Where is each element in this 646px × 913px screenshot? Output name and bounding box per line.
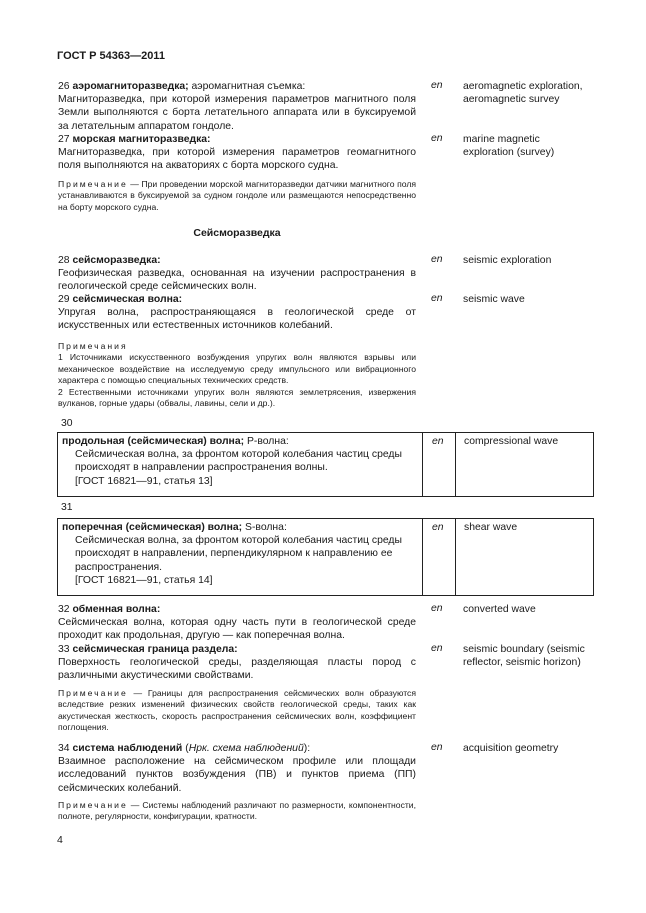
term-number: 33 [58,644,70,655]
term-reference: [ГОСТ 16821—91, статья 14] [75,574,213,586]
term-number: 29 [58,294,70,305]
lang-code: en [431,643,443,654]
english-equivalent: aeromagnetic exploration, aeromagnetic survey [463,81,583,106]
term-definition: Магниторазведка, при которой измерения параметров геомагнитного поля выполняются на акваториях с борта морского судна. [58,147,416,172]
note-label: Примечание [58,688,128,698]
english-equivalent: seismic wave [463,294,525,305]
note-label: Примечание [58,800,128,810]
lang-code: en [431,133,443,144]
term-synonym: Нрк. схема наблюдений [188,743,304,754]
lang-code: en [431,603,443,614]
english-equivalent: compressional wave [464,436,559,447]
lang-code: en [431,254,443,265]
term-number: 27 [58,134,70,145]
lang-code: en [432,522,444,533]
lang-code: en [432,436,444,447]
lang-code: en [431,293,443,304]
term-definition: Сейсмическая волна, которая одну часть пути в геологической среде проходит как продольная, другую — как поперечная волна. [58,617,416,642]
term-definition: Сейсмическая волна, за фронтом которой колебания частиц среды происходят в направлении, перпендикулярном к направлению ее распространения. [75,535,402,573]
note-label: Примечание [58,179,128,189]
english-equivalent: seismic boundary (seismic reflector, seismic horizon) [463,644,585,669]
term-number: 26 [58,81,70,92]
term-synonym: P-волна: [244,436,289,447]
note-33 [58,688,416,734]
term-name: поперечная (сейсмическая) волна; [62,522,243,533]
english-equivalent: seismic exploration [463,255,552,266]
term-name: сейсмическая граница раздела: [72,644,238,655]
term-number: 32 [58,604,70,615]
lang-code: en [431,80,443,91]
note-item: 2 Естественными источниками упругих волн являются землетрясения, извержения вулканов, горные удары (обвалы, лавины, сели и др.). [58,386,416,409]
note-item: 1 Источниками искусственного возбуждения упругих волн являются взрывы или механическое воздействие на исследуемую среду импульсного или вибрационного характера с помощью специальных технических средств. [58,352,416,386]
term-definition: Упругая волна, распространяющаяся в геологической среде от искусственных или естественных источников колебаний. [58,307,416,332]
term-name: обменная волна: [72,604,161,615]
term-26 [58,80,416,133]
term-34: 34 система наблюдений (Нрк. схема наблюдений): Взаимное расположение на сейсмическом профиле или площади исследований пунктов возбуждения (ПВ) и пунктов приема (ПП) сейсмических колебаний. [58,743,416,794]
term-number: 28 [58,255,70,266]
term-synonym: S-волна: [242,522,287,533]
term-number: 34 [58,743,70,754]
page-number: 4 [57,834,63,846]
term-name: сейсмическая волна: [72,294,183,305]
term-definition: Сейсмическая волна, за фронтом которой колебания частиц среды происходят в направлении распространения волны. [75,449,402,474]
term-definition: Геофизическая разведка, основанная на изучении распространения в геологической среде сейсмических волн. [58,268,416,293]
lang-code: en [431,742,443,753]
note-label: Примечания [58,341,128,351]
section-heading: Сейсморазведка [193,227,281,239]
note-34 [58,800,416,823]
term-synonym: аэромагнитная съемка: [188,81,306,92]
english-equivalent: acquisition geometry [463,743,559,754]
note-text: — Системы наблюдений различают по размерности, компонентности, полноте, регулярности, конфигурации, кратности. [58,800,416,822]
term-number: 30 [61,418,73,429]
note-27 [58,179,416,213]
document-header: ГОСТ Р 54363—2011 [57,50,165,62]
term-name: аэромагниторазведка; [72,81,189,92]
term-name: система наблюдений [72,743,183,754]
term-box-30 [57,432,594,497]
term-29 [58,293,416,333]
term-name: морская магниторазведка: [72,134,211,145]
term-33 [58,643,416,683]
term-reference: [ГОСТ 16821—91, статья 13] [75,475,213,487]
note-text: — Границы для распространения сейсмических волн образуются вследствие резких изменений физических свойств геологической среды, таких как акустическая жесткость, скорость распространения сейсмических волн, коэффициент поглощения. [58,688,416,733]
english-equivalent: marine magnetic exploration (survey) [463,134,555,159]
term-number: 31 [61,502,73,513]
english-equivalent: converted wave [463,604,536,615]
term-name: сейсморазведка: [72,255,161,266]
term-definition: Магниторазведка, при которой измерения параметров магнитного поля Земли выполняются с борта летательного аппарата или в буксируемой за летательным аппаратом гондоле. [58,94,416,132]
notes-29 [58,341,416,409]
term-name: продольная (сейсмическая) волна; [62,436,245,447]
note-text: — При проведении морской магниторазведки датчики магнитного поля устанавливаются в буксируемой за судном гондоле или размещаются непосредственно на борту морского судна. [58,179,416,212]
term-box-31 [57,518,594,596]
term-definition: Поверхность геологической среды, разделяющая пласты пород с различными акустическими свойствами. [58,657,416,682]
term-28 [58,254,416,294]
term-definition: Взаимное расположение на сейсмическом профиле или площади исследований пунктов возбуждения (ПВ) и пунктов приема (ПП) сейсмических колебаний. [58,756,416,794]
term-27 [58,133,416,173]
english-equivalent: shear wave [464,522,518,533]
term-32 [58,603,416,643]
